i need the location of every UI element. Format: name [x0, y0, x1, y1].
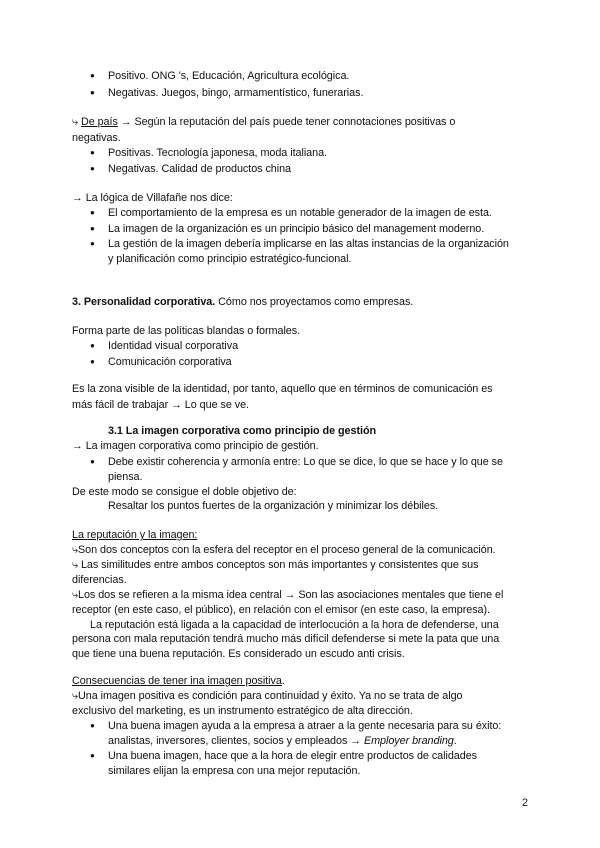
bullet: ● [90, 71, 95, 80]
bullet: ● [90, 88, 95, 97]
text-line: Forma parte de las políticas blandas o formales. [72, 325, 301, 337]
text-line: piensa. [108, 471, 143, 483]
text-line: De este modo se consigue el doble objetivo de: [72, 486, 297, 498]
page-number: 2 [521, 797, 528, 809]
text-span: Cómo nos proyectamos como empresas. [215, 296, 414, 308]
section-heading [72, 295, 413, 309]
bullet: ● [90, 208, 95, 217]
text-line: exclusivo del marketing, es un instrumento estratégico de alta dirección. [72, 705, 413, 717]
bullet: ● [90, 457, 95, 466]
text-line: receptor (en este caso, el público), en relación con el emisor (en este caso, la empresa). [72, 604, 490, 616]
text-line: y planificación como principio estratégico-funcional. [108, 253, 352, 265]
text-line: Debe existir coherencia y armonía entre: Lo que se dice, lo que se hace y lo que se [108, 456, 503, 468]
text-line: ⤷ Las similitudes entre ambos conceptos son más importantes y consistentes que sus [72, 559, 479, 571]
text-line: Positivo. ONG 's, Educación, Agricultura ecológica. [108, 70, 350, 82]
arrow-prefix: ⤷ [72, 116, 81, 128]
text-line: Identidad visual corporativa [108, 340, 239, 352]
text-line: → La imagen corporativa como principio de gestión. [72, 440, 319, 452]
text-line: Resaltar los puntos fuertes de la organización y minimizar los débiles. [108, 500, 439, 512]
text-line [108, 734, 457, 748]
subsection-heading: 3.1 La imagen corporativa como principio de gestión [108, 425, 377, 437]
text-line: ⤷Una imagen positiva es condición para continuidad y éxito. Ya no se trata de algo [72, 690, 463, 702]
text-line: El comportamiento de la empresa es un notable generador de la imagen de esta. [108, 207, 492, 219]
heading-bold: 3. Personalidad corporativa. [72, 296, 216, 308]
text-line: ⤷Son dos conceptos con la esfera del receptor en el proceso general de la comunicación. [72, 544, 496, 556]
text-line: La imagen de la organización es un principio básico del management moderno. [108, 223, 485, 235]
text-line: persona con mala reputación tendrá mucho más difícil defenderse si mete la pata que una [72, 633, 500, 645]
bullet: ● [90, 239, 95, 248]
text-line: Una buena imagen, hace que a la hora de elegir entre productos de calidades [108, 750, 478, 762]
text-line: que tiene una buena reputación. Es considerado un escudo anti crisis. [72, 648, 405, 660]
text-line: Una buena imagen ayuda a la empresa a atraer a la gente necesaria para su éxito: [108, 720, 502, 732]
text-line: Negativas. Juegos, bingo, armamentístico, funerarias. [108, 87, 364, 99]
text-line: diferencias. [72, 574, 127, 586]
section-heading-underlined [72, 674, 285, 688]
text-line: Es la zona visible de la identidad, por tanto, aquello que en términos de comunicación es [72, 383, 493, 395]
text-line: Negativas. Calidad de productos china [108, 163, 292, 175]
underlined-heading: De país [80, 116, 118, 128]
text-line: La gestión de la imagen debería implicarse en las altas instancias de la organización [108, 238, 509, 250]
bullet: ● [90, 148, 95, 157]
text-span: . [453, 735, 457, 747]
text-line: Positivas. Tecnología japonesa, moda italiana. [108, 147, 327, 159]
underlined-heading: La reputación y la imagen: [72, 529, 198, 541]
italic-term: Employer branding [363, 735, 454, 747]
text-line: Comunicación corporativa [108, 356, 232, 368]
text-line [72, 115, 455, 129]
bullet: ● [90, 751, 95, 760]
text-line: negativas. [72, 132, 121, 144]
bullet: ● [90, 721, 95, 730]
text-span: analistas, inversores, clientes, socios y empleados → [108, 735, 364, 747]
text-line: más fácil de trabajar → Lo que se ve. [72, 399, 249, 411]
bullet: ● [90, 341, 95, 350]
bullet: ● [90, 357, 95, 366]
bullet: ● [90, 164, 95, 173]
text-span: . [281, 675, 285, 687]
text-line: ⤷Los dos se refieren a la misma idea central → Son las asociaciones mentales que tiene el [72, 589, 504, 601]
bullet: ● [90, 224, 95, 233]
text-line: La reputación está ligada a la capacidad de interlocución a la hora de defenderse, una [90, 619, 499, 631]
text-span: → Según la reputación del país puede tener connotaciones positivas o [117, 116, 456, 128]
text-line: similares elijan la empresa con una mejor reputación. [108, 765, 361, 777]
text-line: → La lógica de Villafañe nos dice: [72, 192, 233, 204]
underlined-heading: Consecuencias de tener ina imagen positiva [72, 675, 282, 687]
